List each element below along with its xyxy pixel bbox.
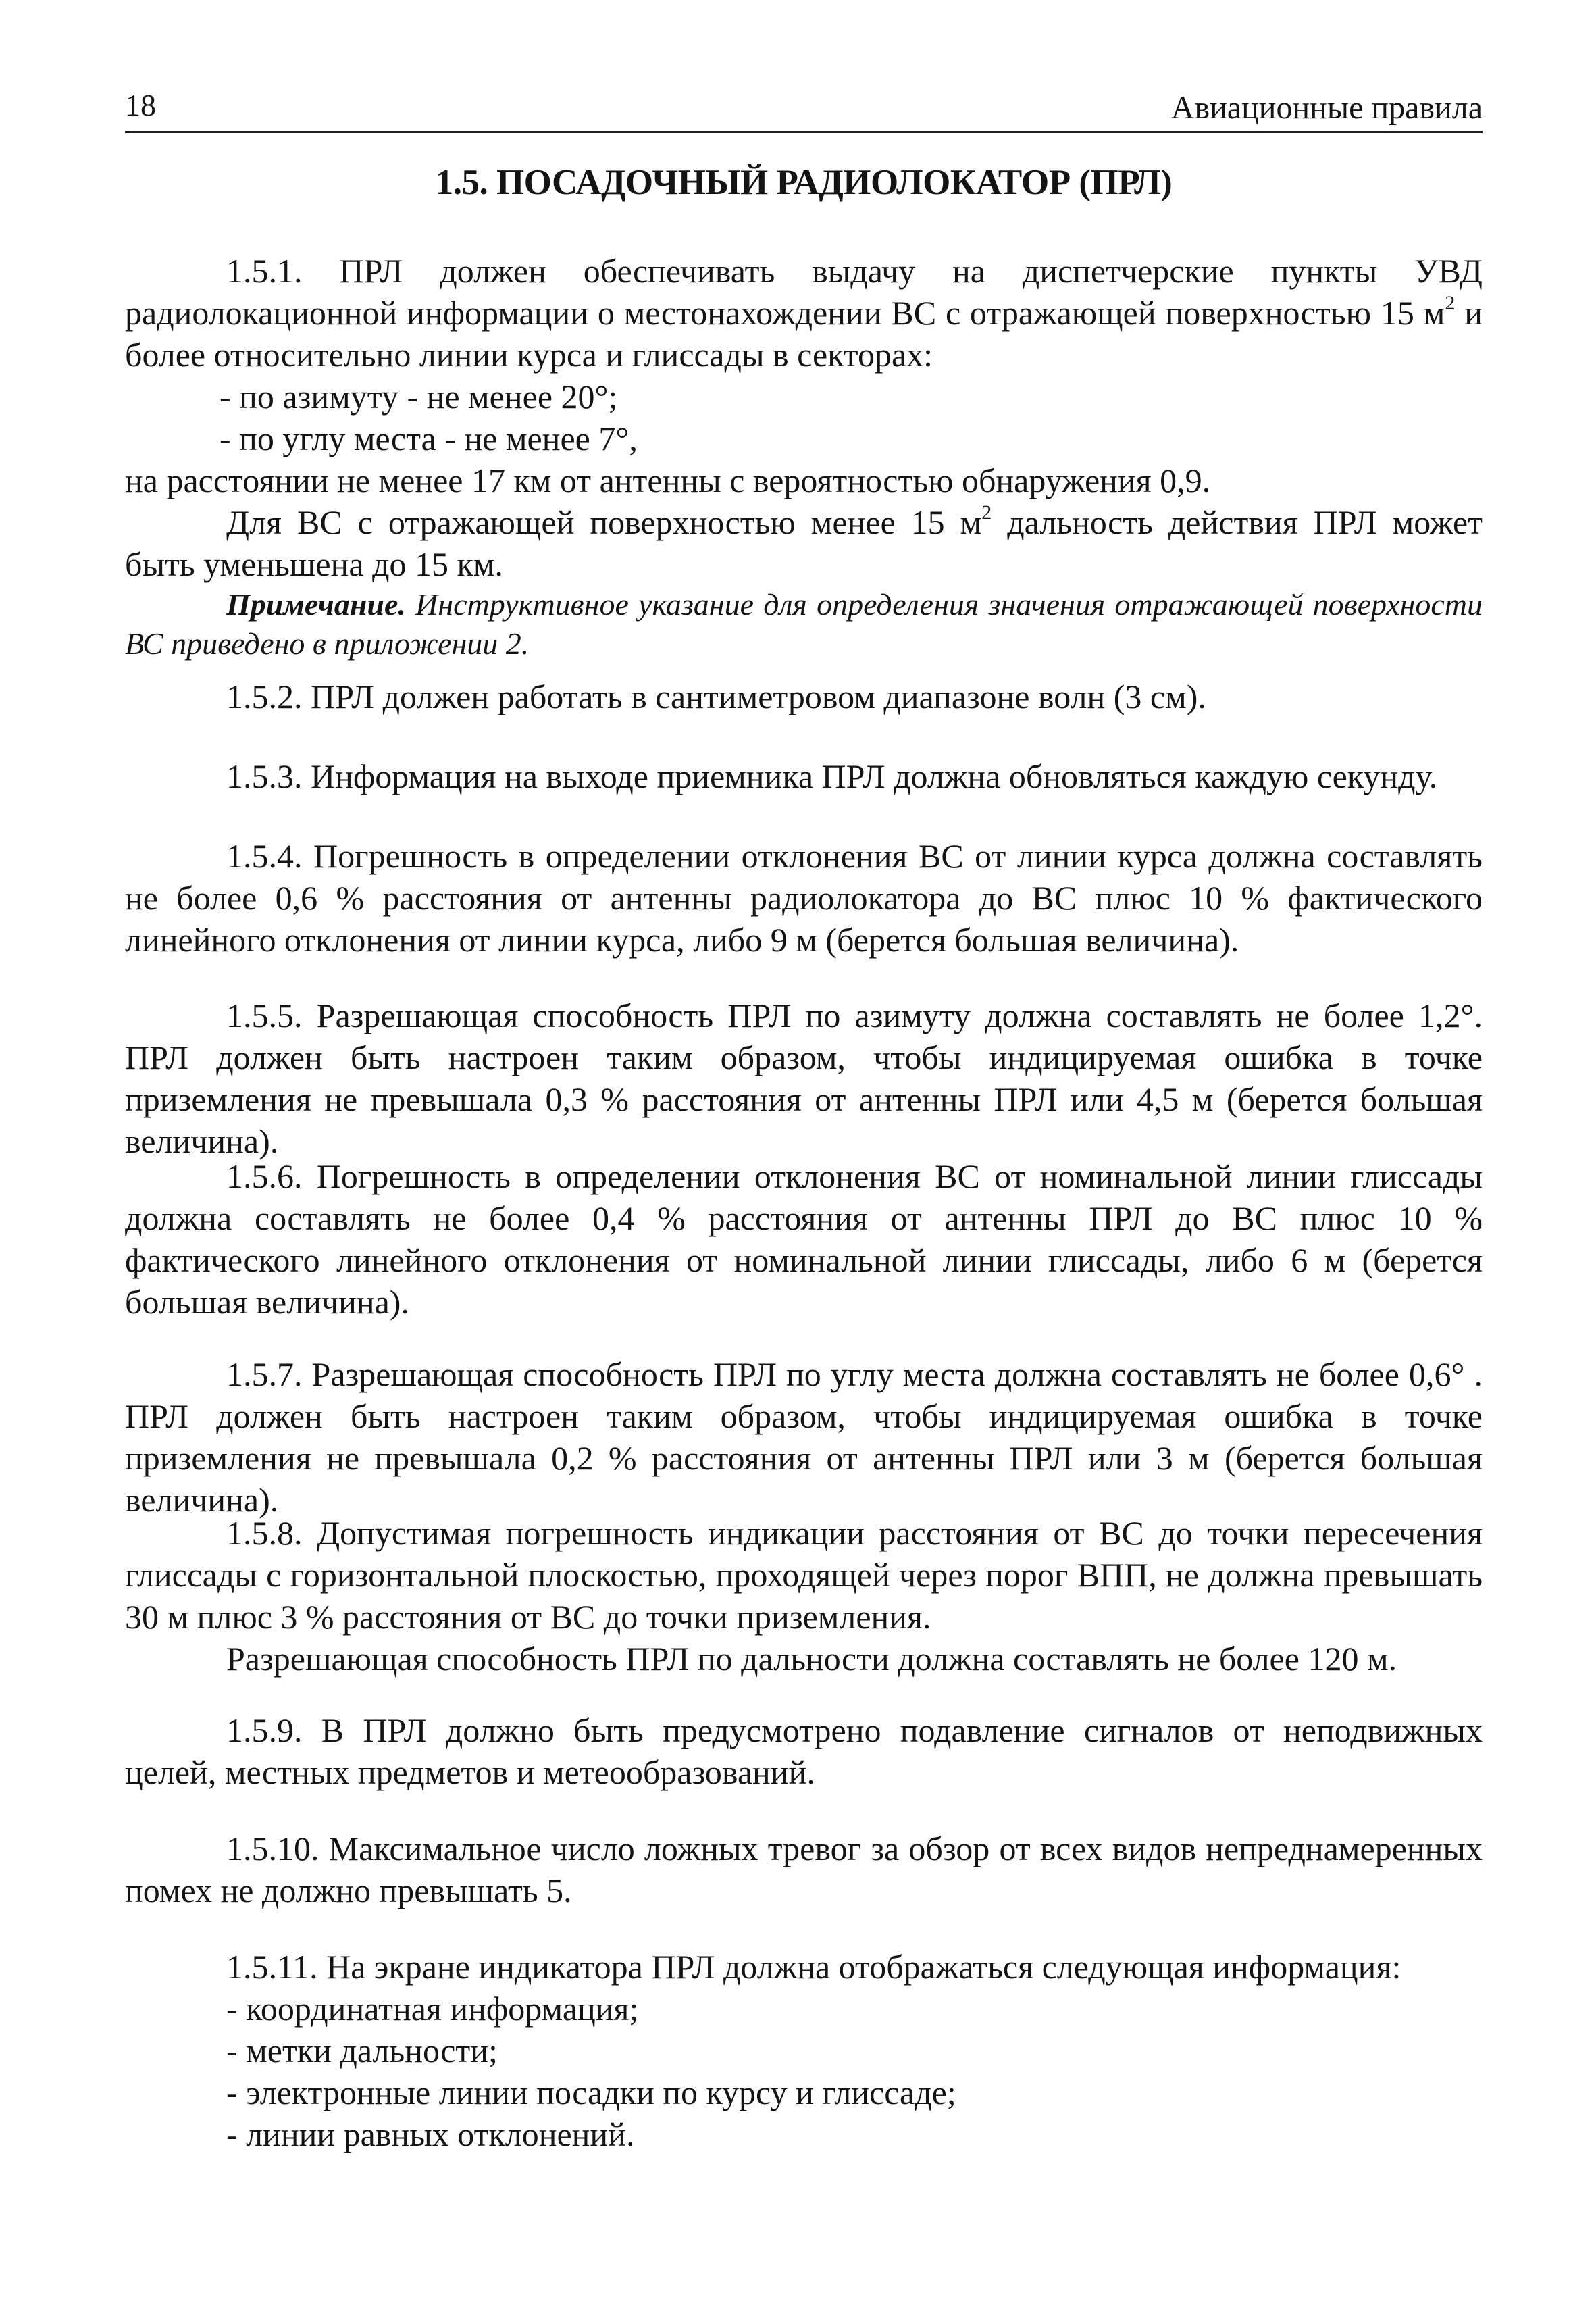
paragraph-range-resolution: Разрешающая способность ПРЛ по дальности должна составлять не более 120 м. xyxy=(226,1640,1397,1678)
section-1-5-5 xyxy=(125,995,1483,1162)
text-run: 1.5.1. ПРЛ должен обеспечивать выдачу на диспетчерские пункты УВД радиолокационной информации о местонахождении ВС с отражающей поверхностью 15 м xyxy=(125,252,1483,332)
list-item: - метки дальности; xyxy=(226,2032,498,2069)
section-1-5-1 xyxy=(125,250,1483,663)
paragraph-reduced-range xyxy=(125,501,1483,585)
section-1-5-10 xyxy=(125,1828,1483,1911)
paragraph-1-5-1 xyxy=(125,250,1483,376)
note-text: Инструктивное указание для определения значения отражающей поверхности ВС приведено в приложении 2. xyxy=(125,587,1483,661)
paragraph-1-5-5: 1.5.5. Разрешающая способность ПРЛ по азимуту должна составлять не более 1,2°. ПРЛ должен быть настроен таким образом, чтобы индицируемая ошибка в точке приземления не превышала 0,3 % расстояния от антенны ПРЛ или 4,5 м (берется большая величина). xyxy=(125,997,1483,1160)
list-item-azimuth: - по азимуту - не менее 20°; xyxy=(220,378,618,416)
paragraph-distance: на расстоянии не менее 17 км от антенны с вероятностью обнаружения 0,9. xyxy=(125,461,1211,499)
running-title: Авиационные правила xyxy=(1170,90,1483,126)
section-1-5-9 xyxy=(125,1709,1483,1793)
paragraph-1-5-3: 1.5.3. Информация на выходе приемника ПРЛ должна обновляться каждую секунду. xyxy=(226,757,1438,795)
document-page xyxy=(125,0,1483,2314)
paragraph-1-5-6: 1.5.6. Погрешность в определении отклонения ВС от номинальной линии глиссады должна составлять не более 0,4 % расстояния от антенны ПРЛ до ВС плюс 10 % фактического линейного отклонения от номинальной линии глиссады, либо 6 м (берется большая величина). xyxy=(125,1157,1483,1321)
list-item: - линии равных отклонений. xyxy=(226,2115,635,2153)
section-1-5-3 xyxy=(125,755,1483,797)
section-1-5-2 xyxy=(125,676,1483,718)
paragraph-1-5-2: 1.5.2. ПРЛ должен работать в сантиметровом диапазоне волн (3 см). xyxy=(226,678,1206,715)
section-1-5-6 xyxy=(125,1155,1483,1323)
section-1-5-7 xyxy=(125,1353,1483,1521)
paragraph-1-5-7: 1.5.7. Разрешающая способность ПРЛ по углу места должна составлять не более 0,6° . ПРЛ должен быть настроен таким образом, чтобы индицируемая ошибка в точке приземления не превышала 0,2 % расстояния от антенны ПРЛ или 3 м (берется большая величина). xyxy=(125,1355,1483,1519)
paragraph-1-5-8: 1.5.8. Допустимая погрешность индикации расстояния от ВС до точки пересечения глиссады с горизонтальной плоскостью, проходящей через порог ВПП, не должна превышать 30 м плюс 3 % расстояния от ВС до точки приземления. xyxy=(125,1514,1483,1636)
text-run: Для ВС с отражающей поверхностью менее 15 м xyxy=(226,503,982,541)
section-1-5-4 xyxy=(125,835,1483,961)
page-number: 18 xyxy=(125,88,156,122)
section-1-5-8 xyxy=(125,1512,1483,1680)
paragraph-1-5-11: 1.5.11. На экране индикатора ПРЛ должна отображаться следующая информация: xyxy=(226,1948,1401,1986)
superscript: 2 xyxy=(1445,292,1456,314)
list-item: - электронные линии посадки по курсу и глиссаде; xyxy=(226,2073,956,2111)
paragraph-1-5-4: 1.5.4. Погрешность в определении отклонения ВС от линии курса должна составлять не более 0,6 % расстояния от антенны радиолокатора до ВС плюс 10 % фактического линейного отклонения от линии курса, либо 9 м (берется большая величина). xyxy=(125,837,1483,959)
list-item-elevation: - по углу места - не менее 7°, xyxy=(220,420,638,457)
paragraph-1-5-10: 1.5.10. Максимальное число ложных тревог за обзор от всех видов непреднамеренных помех не должно превышать 5. xyxy=(125,1830,1483,1909)
text-run: и более относительно линии курса и глиссады в секторах: xyxy=(125,294,1483,374)
list-item: - координатная информация; xyxy=(226,1990,639,2028)
superscript: 2 xyxy=(981,501,992,524)
section-1-5-11 xyxy=(125,1946,1483,2155)
paragraph-1-5-9: 1.5.9. В ПРЛ должно быть предусмотрено подавление сигналов от неподвижных целей, местных предметов и метеообразований. xyxy=(125,1711,1483,1791)
note-label: Примечание. xyxy=(226,587,406,622)
note xyxy=(125,585,1483,663)
page-header xyxy=(125,80,1483,133)
section-title: 1.5. ПОСАДОЧНЫЙ РАДИОЛОКАТОР (ПРЛ) xyxy=(435,163,1173,202)
text-run: дальность действия ПРЛ может быть уменьшена до 15 км. xyxy=(125,503,1483,583)
